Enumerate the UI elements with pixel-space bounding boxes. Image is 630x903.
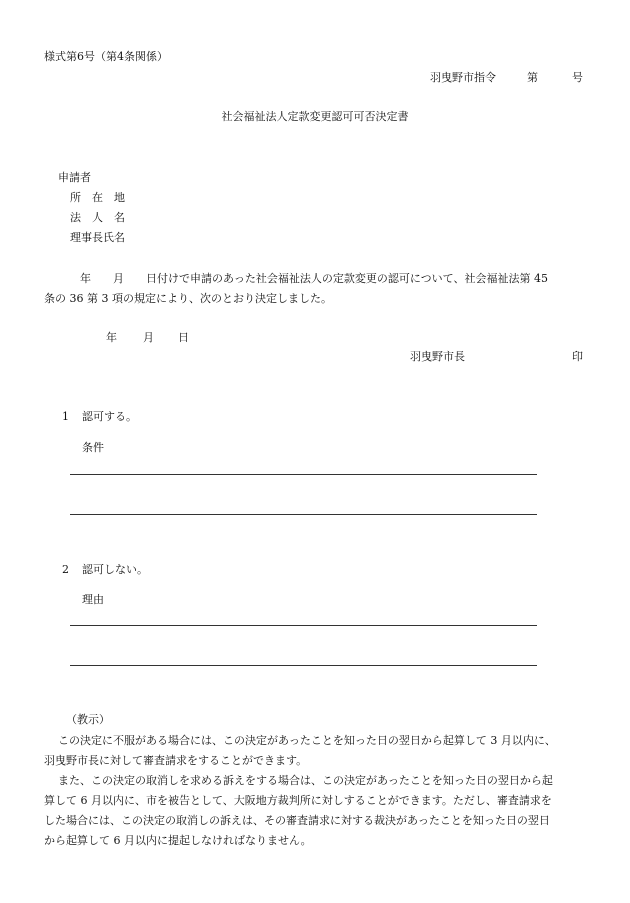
option1-number: 1	[62, 410, 69, 423]
conditions-line-2	[70, 514, 537, 515]
intro-line-2: 条の 36 第 3 項の規定により、次のとおり決定しました。	[44, 292, 332, 305]
notice-p2-line-2: 算して 6 月以内に、市を被告として、大阪地方裁判所に対しすることができます。ただし、審査請求を	[44, 794, 552, 807]
notice-p2-line-3: した場合には、この決定の取消しの訴えは、その審査請求に対する裁決があったことを知った日の翌日	[44, 814, 550, 827]
notice-heading: （教示）	[66, 713, 110, 726]
notice-p1-line-1: この決定に不服がある場合には、この決定があったことを知った日の翌日から起算して 3 月以内に、	[58, 734, 556, 747]
document-title: 社会福祉法人定款変更認可可否決定書	[221, 110, 409, 123]
address-label: 所 在 地	[70, 191, 125, 204]
mayor-name: 羽曳野市長	[410, 350, 465, 363]
notice-p1-line-2: 羽曳野市長に対して審査請求をすることができます。	[44, 754, 308, 767]
date-day: 日	[178, 331, 189, 344]
conditions-label: 条件	[82, 441, 104, 454]
date-month: 月	[143, 331, 154, 344]
notice-p2-line-4: から起算して 6 月以内に提起しなければなりません。	[44, 834, 312, 847]
conditions-line-1	[70, 474, 537, 475]
option2-text: 認可しない。	[82, 563, 148, 576]
reason-line-1	[70, 625, 537, 626]
reason-line-2	[70, 665, 537, 666]
ref-go: 号	[572, 71, 583, 84]
notice-p2-line-1: また、この決定の取消しを求める訴えをする場合は、この決定があったことを知った日の翌日から起	[58, 774, 553, 787]
form-label: 様式第6号（第4条関係）	[44, 50, 168, 63]
option1-text: 認可する。	[82, 410, 137, 423]
reason-label: 理由	[82, 593, 104, 606]
option2-number: 2	[62, 563, 69, 576]
date-year: 年	[106, 331, 117, 344]
applicant-heading: 申請者	[58, 171, 91, 184]
corp-name-label: 法 人 名	[70, 211, 125, 224]
ref-city-directive: 羽曳野市指令	[430, 71, 496, 84]
ref-dai: 第	[527, 71, 538, 84]
intro-line-1: 年 月 日付けで申請のあった社会福祉法人の定款変更の認可について、社会福祉法第 45	[80, 272, 548, 285]
chairman-label: 理事長氏名	[70, 231, 125, 244]
seal-mark: 印	[572, 350, 583, 363]
